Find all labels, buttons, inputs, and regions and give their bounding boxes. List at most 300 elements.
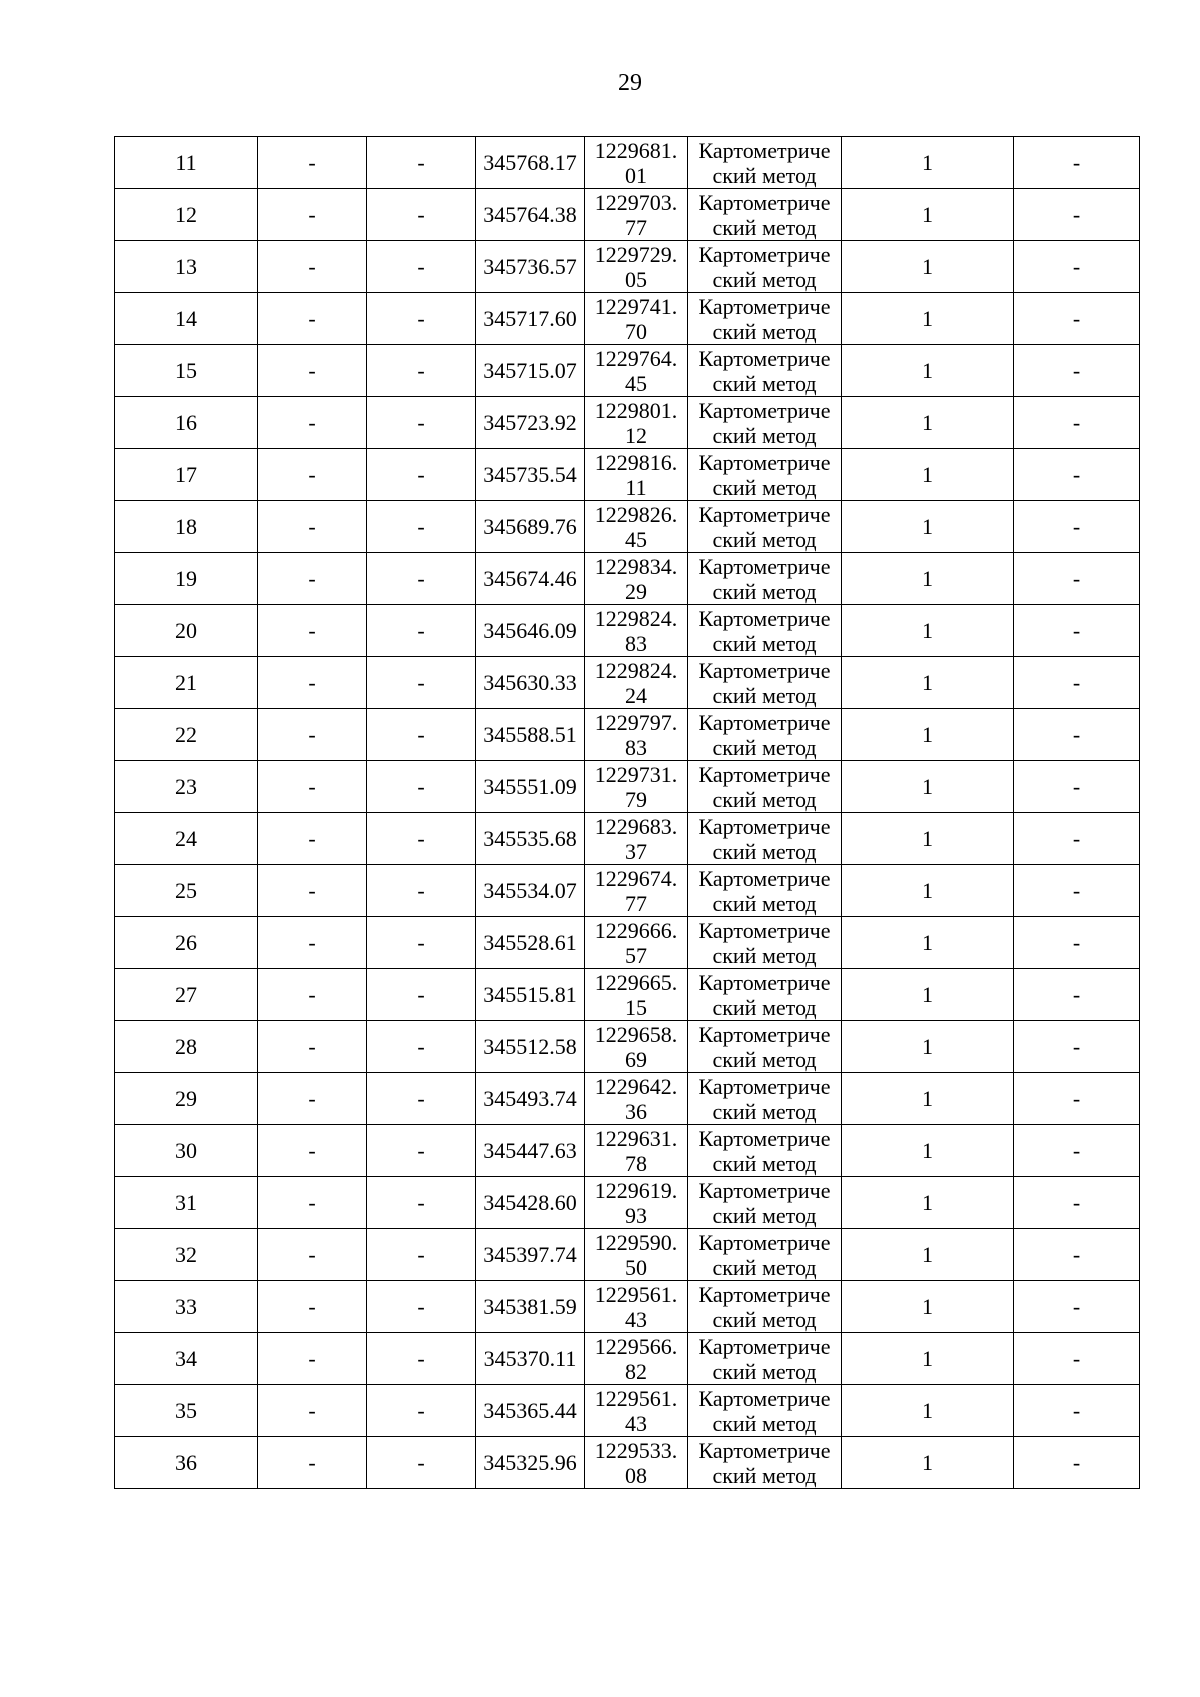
table-row [115, 1333, 1140, 1385]
method-line1: Картометриче [698, 449, 831, 475]
accuracy-cell: 1 [842, 1177, 1014, 1229]
y-coordinate-part2: 24 [625, 682, 647, 708]
accuracy-cell: 1 [842, 1125, 1014, 1177]
y-coordinate-part2: 50 [625, 1254, 647, 1280]
x-coordinate-cell: 345735.54 [476, 449, 585, 501]
old-x-cell: - [258, 553, 367, 605]
method-line2: ский метод [712, 994, 817, 1020]
y-coordinate-part1: 1229658. [594, 1021, 678, 1047]
y-coordinate-cell [585, 813, 688, 865]
old-x-cell: - [258, 189, 367, 241]
method-line2: ский метод [712, 734, 817, 760]
accuracy-cell: 1 [842, 137, 1014, 189]
method-line2: ский метод [712, 682, 817, 708]
point-number-cell: 13 [115, 241, 258, 293]
accuracy-cell: 1 [842, 865, 1014, 917]
old-x-cell: - [258, 761, 367, 813]
y-coordinate-part1: 1229631. [594, 1125, 678, 1151]
y-coordinate-part2: 69 [625, 1046, 647, 1072]
accuracy-cell: 1 [842, 1437, 1014, 1489]
method-line1: Картометриче [698, 345, 831, 371]
method-cell [688, 1437, 842, 1489]
old-x-cell: - [258, 1281, 367, 1333]
method-cell [688, 1333, 842, 1385]
point-number-cell: 33 [115, 1281, 258, 1333]
y-coordinate-part2: 29 [625, 578, 647, 604]
description-cell: - [1014, 241, 1140, 293]
description-cell: - [1014, 137, 1140, 189]
method-line1: Картометриче [698, 657, 831, 683]
old-y-cell: - [367, 1229, 476, 1281]
method-line2: ский метод [712, 1254, 817, 1280]
point-number-cell: 24 [115, 813, 258, 865]
old-y-cell: - [367, 1073, 476, 1125]
method-line2: ский метод [712, 474, 817, 500]
method-line2: ский метод [712, 162, 817, 188]
y-coordinate-part2: 43 [625, 1306, 647, 1332]
point-number-cell: 30 [115, 1125, 258, 1177]
method-line2: ский метод [712, 214, 817, 240]
description-cell: - [1014, 449, 1140, 501]
table-row [115, 761, 1140, 813]
description-cell: - [1014, 969, 1140, 1021]
method-line2: ский метод [712, 1410, 817, 1436]
old-y-cell: - [367, 501, 476, 553]
y-coordinate-part2: 83 [625, 630, 647, 656]
method-cell [688, 813, 842, 865]
method-line2: ский метод [712, 630, 817, 656]
description-cell: - [1014, 1073, 1140, 1125]
y-coordinate-cell [585, 1281, 688, 1333]
method-line2: ский метод [712, 1306, 817, 1332]
method-line2: ский метод [712, 1046, 817, 1072]
point-number-cell: 31 [115, 1177, 258, 1229]
accuracy-cell: 1 [842, 397, 1014, 449]
accuracy-cell: 1 [842, 241, 1014, 293]
method-line1: Картометриче [698, 1333, 831, 1359]
table-row [115, 865, 1140, 917]
table-row [115, 969, 1140, 1021]
y-coordinate-cell [585, 293, 688, 345]
old-y-cell: - [367, 293, 476, 345]
old-x-cell: - [258, 1177, 367, 1229]
description-cell: - [1014, 189, 1140, 241]
y-coordinate-part1: 1229797. [594, 709, 678, 735]
description-cell: - [1014, 761, 1140, 813]
y-coordinate-part2: 77 [625, 214, 647, 240]
method-cell [688, 969, 842, 1021]
y-coordinate-part1: 1229619. [594, 1177, 678, 1203]
accuracy-cell: 1 [842, 553, 1014, 605]
method-line2: ский метод [712, 838, 817, 864]
y-coordinate-cell [585, 1437, 688, 1489]
table-row [115, 657, 1140, 709]
accuracy-cell: 1 [842, 293, 1014, 345]
y-coordinate-part1: 1229729. [594, 241, 678, 267]
point-number-cell: 19 [115, 553, 258, 605]
old-y-cell: - [367, 657, 476, 709]
y-coordinate-cell [585, 397, 688, 449]
y-coordinate-part2: 12 [625, 422, 647, 448]
y-coordinate-part1: 1229561. [594, 1385, 678, 1411]
method-line2: ский метод [712, 422, 817, 448]
description-cell: - [1014, 397, 1140, 449]
description-cell: - [1014, 1177, 1140, 1229]
point-number-cell: 36 [115, 1437, 258, 1489]
y-coordinate-part1: 1229674. [594, 865, 678, 891]
table-row [115, 293, 1140, 345]
point-number-cell: 28 [115, 1021, 258, 1073]
table-row [115, 1073, 1140, 1125]
y-coordinate-part2: 11 [625, 474, 647, 500]
method-line1: Картометриче [698, 1281, 831, 1307]
method-cell [688, 1073, 842, 1125]
y-coordinate-part2: 37 [625, 838, 647, 864]
y-coordinate-part1: 1229681. [594, 137, 678, 163]
y-coordinate-part1: 1229566. [594, 1333, 678, 1359]
point-number-cell: 34 [115, 1333, 258, 1385]
coordinates-table [114, 136, 1140, 1489]
x-coordinate-cell: 345370.11 [476, 1333, 585, 1385]
table-row [115, 397, 1140, 449]
y-coordinate-cell [585, 709, 688, 761]
old-y-cell: - [367, 761, 476, 813]
old-x-cell: - [258, 969, 367, 1021]
method-line1: Картометриче [698, 1229, 831, 1255]
method-line1: Картометриче [698, 865, 831, 891]
y-coordinate-part2: 36 [625, 1098, 647, 1124]
method-cell [688, 241, 842, 293]
method-line1: Картометриче [698, 969, 831, 995]
point-number-cell: 20 [115, 605, 258, 657]
point-number-cell: 14 [115, 293, 258, 345]
y-coordinate-cell [585, 969, 688, 1021]
y-coordinate-cell [585, 917, 688, 969]
description-cell: - [1014, 1281, 1140, 1333]
y-coordinate-part2: 43 [625, 1410, 647, 1436]
y-coordinate-cell [585, 345, 688, 397]
method-line1: Картометриче [698, 1125, 831, 1151]
point-number-cell: 17 [115, 449, 258, 501]
table-row [115, 1021, 1140, 1073]
old-x-cell: - [258, 1021, 367, 1073]
description-cell: - [1014, 553, 1140, 605]
x-coordinate-cell: 345447.63 [476, 1125, 585, 1177]
description-cell: - [1014, 501, 1140, 553]
accuracy-cell: 1 [842, 189, 1014, 241]
point-number-cell: 18 [115, 501, 258, 553]
accuracy-cell: 1 [842, 501, 1014, 553]
x-coordinate-cell: 345381.59 [476, 1281, 585, 1333]
old-y-cell: - [367, 865, 476, 917]
y-coordinate-part2: 79 [625, 786, 647, 812]
old-x-cell: - [258, 293, 367, 345]
x-coordinate-cell: 345588.51 [476, 709, 585, 761]
description-cell: - [1014, 657, 1140, 709]
method-line2: ский метод [712, 370, 817, 396]
y-coordinate-cell [585, 449, 688, 501]
x-coordinate-cell: 345528.61 [476, 917, 585, 969]
method-line1: Картометриче [698, 709, 831, 735]
old-y-cell: - [367, 1281, 476, 1333]
method-cell [688, 1229, 842, 1281]
old-y-cell: - [367, 137, 476, 189]
method-line1: Картометриче [698, 1385, 831, 1411]
y-coordinate-cell [585, 761, 688, 813]
y-coordinate-part2: 05 [625, 266, 647, 292]
old-x-cell: - [258, 1385, 367, 1437]
table-row [115, 1281, 1140, 1333]
method-line1: Картометриче [698, 137, 831, 163]
method-cell [688, 1385, 842, 1437]
method-line1: Картометриче [698, 241, 831, 267]
description-cell: - [1014, 813, 1140, 865]
old-x-cell: - [258, 1125, 367, 1177]
old-x-cell: - [258, 657, 367, 709]
y-coordinate-part2: 08 [625, 1462, 647, 1488]
method-line1: Картометриче [698, 1021, 831, 1047]
method-line1: Картометриче [698, 605, 831, 631]
accuracy-cell: 1 [842, 1385, 1014, 1437]
table-row [115, 1229, 1140, 1281]
accuracy-cell: 1 [842, 917, 1014, 969]
y-coordinate-part2: 57 [625, 942, 647, 968]
x-coordinate-cell: 345674.46 [476, 553, 585, 605]
table-row [115, 241, 1140, 293]
y-coordinate-cell [585, 1021, 688, 1073]
x-coordinate-cell: 345630.33 [476, 657, 585, 709]
x-coordinate-cell: 345717.60 [476, 293, 585, 345]
x-coordinate-cell: 345325.96 [476, 1437, 585, 1489]
y-coordinate-cell [585, 137, 688, 189]
method-line2: ский метод [712, 526, 817, 552]
point-number-cell: 26 [115, 917, 258, 969]
y-coordinate-part1: 1229533. [594, 1437, 678, 1463]
table-row [115, 553, 1140, 605]
y-coordinate-part1: 1229731. [594, 761, 678, 787]
old-x-cell: - [258, 865, 367, 917]
x-coordinate-cell: 345689.76 [476, 501, 585, 553]
table-row [115, 1385, 1140, 1437]
method-line2: ский метод [712, 578, 817, 604]
method-cell [688, 605, 842, 657]
method-line1: Картометриче [698, 397, 831, 423]
y-coordinate-cell [585, 1125, 688, 1177]
x-coordinate-cell: 345764.38 [476, 189, 585, 241]
page-number: 29 [618, 70, 642, 96]
description-cell: - [1014, 1333, 1140, 1385]
method-cell [688, 449, 842, 501]
y-coordinate-part1: 1229834. [594, 553, 678, 579]
y-coordinate-cell [585, 657, 688, 709]
point-number-cell: 25 [115, 865, 258, 917]
x-coordinate-cell: 345723.92 [476, 397, 585, 449]
table-row [115, 709, 1140, 761]
y-coordinate-part1: 1229816. [594, 449, 678, 475]
old-y-cell: - [367, 1437, 476, 1489]
accuracy-cell: 1 [842, 1073, 1014, 1125]
old-y-cell: - [367, 1385, 476, 1437]
old-y-cell: - [367, 397, 476, 449]
accuracy-cell: 1 [842, 1229, 1014, 1281]
accuracy-cell: 1 [842, 813, 1014, 865]
description-cell: - [1014, 865, 1140, 917]
method-line1: Картометриче [698, 1177, 831, 1203]
table-row [115, 501, 1140, 553]
method-cell [688, 1021, 842, 1073]
method-cell [688, 553, 842, 605]
y-coordinate-part1: 1229824. [594, 605, 678, 631]
method-line1: Картометриче [698, 1437, 831, 1463]
x-coordinate-cell: 345535.68 [476, 813, 585, 865]
y-coordinate-part1: 1229666. [594, 917, 678, 943]
method-line2: ский метод [712, 1462, 817, 1488]
point-number-cell: 16 [115, 397, 258, 449]
old-x-cell: - [258, 605, 367, 657]
y-coordinate-cell [585, 865, 688, 917]
y-coordinate-part2: 78 [625, 1150, 647, 1176]
description-cell: - [1014, 605, 1140, 657]
old-y-cell: - [367, 189, 476, 241]
old-x-cell: - [258, 813, 367, 865]
table-row [115, 345, 1140, 397]
old-y-cell: - [367, 241, 476, 293]
method-cell [688, 761, 842, 813]
old-x-cell: - [258, 501, 367, 553]
method-line2: ский метод [712, 1098, 817, 1124]
accuracy-cell: 1 [842, 761, 1014, 813]
description-cell: - [1014, 1021, 1140, 1073]
x-coordinate-cell: 345736.57 [476, 241, 585, 293]
x-coordinate-cell: 345397.74 [476, 1229, 585, 1281]
table-row [115, 917, 1140, 969]
accuracy-cell: 1 [842, 1281, 1014, 1333]
y-coordinate-part1: 1229561. [594, 1281, 678, 1307]
old-x-cell: - [258, 709, 367, 761]
table-row [115, 189, 1140, 241]
y-coordinate-cell [585, 1073, 688, 1125]
y-coordinate-part2: 83 [625, 734, 647, 760]
method-line2: ский метод [712, 266, 817, 292]
method-line2: ский метод [712, 942, 817, 968]
old-y-cell: - [367, 1177, 476, 1229]
old-x-cell: - [258, 1073, 367, 1125]
old-x-cell: - [258, 241, 367, 293]
y-coordinate-part1: 1229824. [594, 657, 678, 683]
point-number-cell: 11 [115, 137, 258, 189]
y-coordinate-part2: 45 [625, 370, 647, 396]
table-row [115, 813, 1140, 865]
point-number-cell: 29 [115, 1073, 258, 1125]
y-coordinate-part1: 1229665. [594, 969, 678, 995]
old-y-cell: - [367, 345, 476, 397]
x-coordinate-cell: 345534.07 [476, 865, 585, 917]
method-line1: Картометриче [698, 1073, 831, 1099]
y-coordinate-cell [585, 501, 688, 553]
method-cell [688, 917, 842, 969]
method-cell [688, 1125, 842, 1177]
y-coordinate-part1: 1229764. [594, 345, 678, 371]
y-coordinate-cell [585, 605, 688, 657]
table-row [115, 137, 1140, 189]
old-y-cell: - [367, 1333, 476, 1385]
point-number-cell: 12 [115, 189, 258, 241]
accuracy-cell: 1 [842, 1021, 1014, 1073]
old-y-cell: - [367, 449, 476, 501]
method-line1: Картометриче [698, 813, 831, 839]
y-coordinate-part1: 1229826. [594, 501, 678, 527]
description-cell: - [1014, 293, 1140, 345]
y-coordinate-part2: 93 [625, 1202, 647, 1228]
x-coordinate-cell: 345428.60 [476, 1177, 585, 1229]
point-number-cell: 35 [115, 1385, 258, 1437]
method-cell [688, 293, 842, 345]
accuracy-cell: 1 [842, 605, 1014, 657]
method-line1: Картометриче [698, 761, 831, 787]
table-row [115, 1177, 1140, 1229]
accuracy-cell: 1 [842, 449, 1014, 501]
y-coordinate-part1: 1229801. [594, 397, 678, 423]
y-coordinate-part1: 1229683. [594, 813, 678, 839]
method-line1: Картометриче [698, 293, 831, 319]
description-cell: - [1014, 709, 1140, 761]
method-cell [688, 657, 842, 709]
point-number-cell: 23 [115, 761, 258, 813]
point-number-cell: 32 [115, 1229, 258, 1281]
method-line1: Картометриче [698, 553, 831, 579]
point-number-cell: 27 [115, 969, 258, 1021]
method-line2: ский метод [712, 786, 817, 812]
method-cell [688, 1281, 842, 1333]
method-line1: Картометриче [698, 917, 831, 943]
method-cell [688, 345, 842, 397]
accuracy-cell: 1 [842, 1333, 1014, 1385]
method-cell [688, 501, 842, 553]
accuracy-cell: 1 [842, 969, 1014, 1021]
method-line2: ский метод [712, 1150, 817, 1176]
description-cell: - [1014, 1229, 1140, 1281]
old-x-cell: - [258, 137, 367, 189]
y-coordinate-part1: 1229642. [594, 1073, 678, 1099]
point-number-cell: 21 [115, 657, 258, 709]
old-x-cell: - [258, 1333, 367, 1385]
y-coordinate-part2: 01 [625, 162, 647, 188]
x-coordinate-cell: 345512.58 [476, 1021, 585, 1073]
y-coordinate-cell [585, 1333, 688, 1385]
x-coordinate-cell: 345768.17 [476, 137, 585, 189]
old-x-cell: - [258, 345, 367, 397]
table-row [115, 1437, 1140, 1489]
x-coordinate-cell: 345715.07 [476, 345, 585, 397]
description-cell: - [1014, 1437, 1140, 1489]
method-cell [688, 137, 842, 189]
method-cell [688, 1177, 842, 1229]
method-cell [688, 189, 842, 241]
x-coordinate-cell: 345365.44 [476, 1385, 585, 1437]
old-x-cell: - [258, 1437, 367, 1489]
y-coordinate-cell [585, 1385, 688, 1437]
old-x-cell: - [258, 397, 367, 449]
old-y-cell: - [367, 553, 476, 605]
method-cell [688, 865, 842, 917]
method-line1: Картометриче [698, 189, 831, 215]
description-cell: - [1014, 345, 1140, 397]
y-coordinate-part2: 45 [625, 526, 647, 552]
table-body [115, 137, 1140, 1489]
y-coordinate-part1: 1229590. [594, 1229, 678, 1255]
old-y-cell: - [367, 969, 476, 1021]
y-coordinate-cell [585, 553, 688, 605]
